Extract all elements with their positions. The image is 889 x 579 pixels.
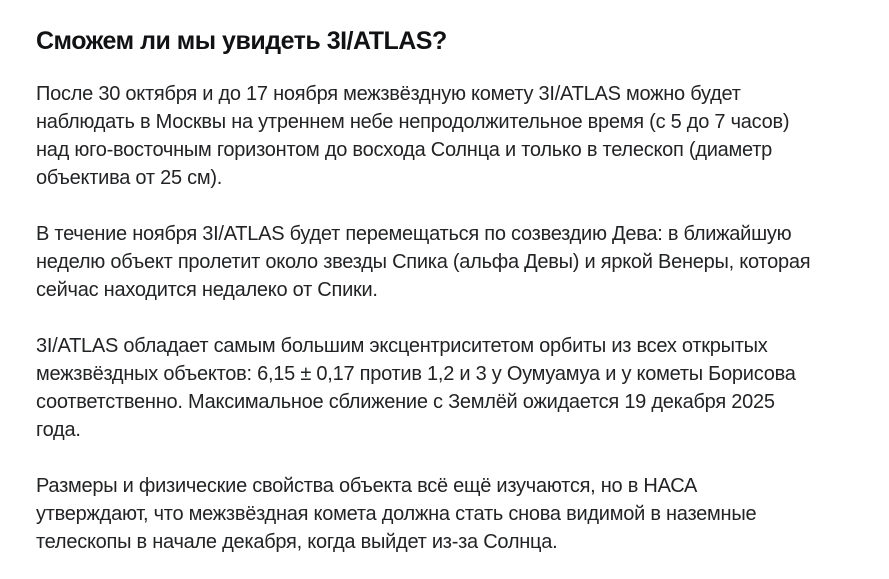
paragraph-line: После 30 октября и до 17 ноября межзвёздную комету 3I/ATLAS можно будет: [36, 83, 741, 105]
paragraph-line: сейчас находится недалеко от Спики.: [36, 279, 378, 301]
paragraph-line: соответственно. Максимальное сближение с Землёй ожидается 19 декабря 2025: [36, 391, 775, 413]
paragraph-trajectory: [36, 220, 855, 304]
paragraph-line: В течение ноября 3I/ATLAS будет перемещаться по созвездию Дева: в ближайшую: [36, 223, 792, 245]
paragraph-line: утверждают, что межзвёздная комета должна стать снова видимой в наземные: [36, 503, 757, 525]
paragraph-line: объектива от 25 см).: [36, 167, 223, 189]
paragraph-eccentricity: [36, 332, 855, 444]
paragraph-line: телескопы в начале декабря, когда выйдет из-за Солнца.: [36, 531, 558, 553]
paragraph-visibility: [36, 80, 855, 192]
paragraph-line: года.: [36, 419, 81, 441]
paragraph-line: 3I/ATLAS обладает самым большим эксцентриситетом орбиты из всех открытых: [36, 335, 768, 357]
paragraph-line: неделю объект пролетит около звезды Спика (альфа Девы) и яркой Венеры, которая: [36, 251, 811, 273]
article-heading: Сможем ли мы увидеть 3I/ATLAS?: [36, 27, 447, 55]
paragraph-line: наблюдать в Москвы на утреннем небе непродолжительное время (с 5 до 7 часов): [36, 111, 790, 133]
paragraph-line: Размеры и физические свойства объекта всё ещё изучаются, но в НАСА: [36, 475, 698, 497]
paragraph-line: межзвёздных объектов: 6,15 ± 0,17 против 1,2 и 3 у Оумуамуа и у кометы Борисова: [36, 363, 796, 385]
paragraph-nasa: [36, 472, 855, 556]
paragraph-line: над юго-восточным горизонтом до восхода Солнца и только в телескоп (диаметр: [36, 139, 773, 161]
